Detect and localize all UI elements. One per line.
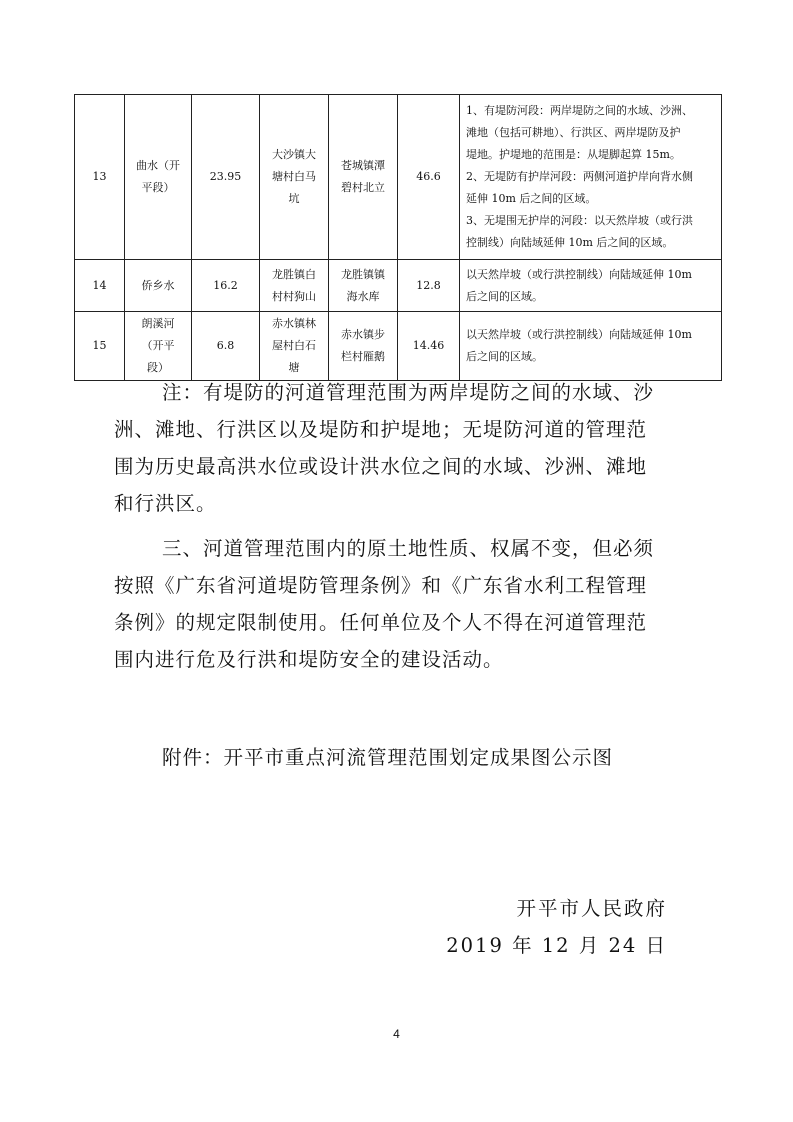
- cell-scope: 1、有堤防河段：两岸堤防之间的水域、沙洲、 滩地（包括可耕地）、行洪区、两岸堤防及护 堤地。护堤地的范围是：从堤脚起算 15m。 2、无堤防有护岸河段：两侧河道护岸向背水侧 延伸 10m 后之间的区域。 3、无堤围无护岸的河段：以天然岸坡（或行洪 控制线）向陆域延伸 10m 后之间的区域。: [460, 95, 722, 260]
- table-row: [75, 95, 722, 260]
- note-paragraph: 注：有堤防的河道管理范围为两岸堤防之间的水域、沙 洲、滩地、行洪区以及堤防和护堤地；无堤防河道的管理范 围为历史最高洪水位或设计洪水位之间的水域、沙洲、滩地 和行洪区。: [114, 381, 655, 515]
- attachment-line: 附件：开平市重点河流管理范围划定成果图公示图: [162, 746, 614, 769]
- cell-river-name: 曲水（开 平段）: [125, 95, 192, 260]
- cell-length: 16.2: [192, 260, 260, 312]
- cell-scope: 以天然岸坡（或行洪控制线）向陆域延伸 10m 后之间的区域。: [460, 312, 722, 381]
- table-row: [75, 260, 722, 312]
- cell-area: 12.8: [398, 260, 460, 312]
- cell-number: 14: [75, 260, 125, 312]
- cell-length: 23.95: [192, 95, 260, 260]
- cell-start-point: 龙胜镇白 村村狗山: [260, 260, 329, 312]
- issuer-name: 开平市人民政府: [516, 897, 667, 920]
- cell-end-point: 龙胜镇镇 海水库: [329, 260, 398, 312]
- cell-area: 14.46: [398, 312, 460, 381]
- table-row: [75, 312, 722, 381]
- cell-end-point: 苍城镇潭 碧村北立: [329, 95, 398, 260]
- issue-date: 2019 年 12 月 24 日: [446, 934, 667, 957]
- cell-number: 13: [75, 95, 125, 260]
- cell-start-point: 赤水镇林 屋村白石 塘: [260, 312, 329, 381]
- page-number: 4: [393, 1027, 400, 1041]
- river-management-table: [74, 94, 722, 381]
- cell-length: 6.8: [192, 312, 260, 381]
- cell-river-name: 侨乡水: [125, 260, 192, 312]
- cell-end-point: 赤水镇步 栏村雁鹅: [329, 312, 398, 381]
- cell-scope: 以天然岸坡（或行洪控制线）向陆域延伸 10m 后之间的区域。: [460, 260, 722, 312]
- cell-river-name: 朗溪河 （开平 段）: [125, 312, 192, 381]
- cell-start-point: 大沙镇大 塘村白马 坑: [260, 95, 329, 260]
- cell-number: 15: [75, 312, 125, 381]
- cell-area: 46.6: [398, 95, 460, 260]
- item-three-paragraph: 三、河道管理范围内的原土地性质、权属不变，但必须 按照《广东省河道堤防管理条例》和《广东省水利工程管理 条例》的规定限制使用。任何单位及个人不得在河道管理范 围内进行危及行洪和堤防安全的建设活动。: [114, 537, 655, 671]
